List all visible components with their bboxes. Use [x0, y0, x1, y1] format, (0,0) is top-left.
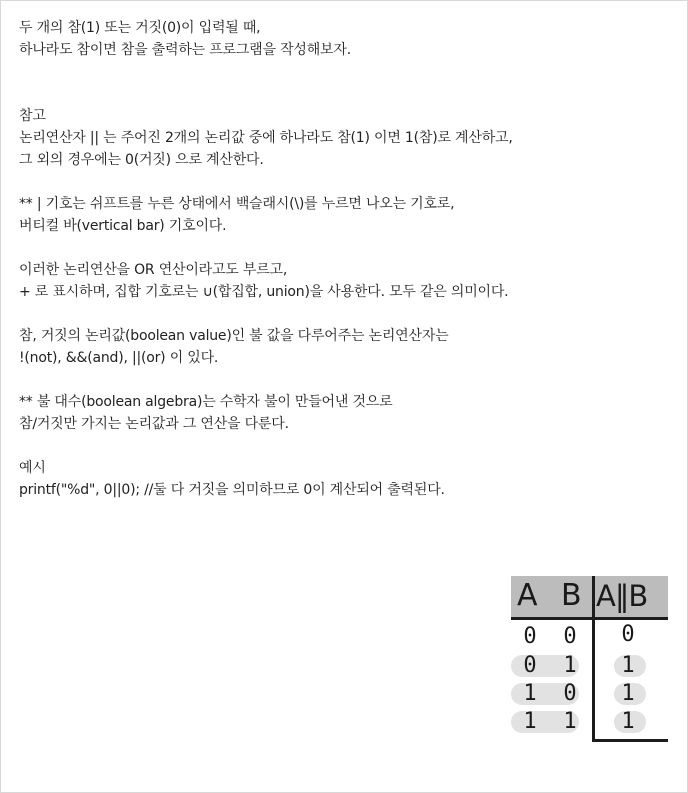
text-line: 버티컬 바(vertical bar) 기호이다.	[19, 218, 227, 234]
bottom-line	[592, 739, 668, 742]
text-line: ** | 기호는 쉬프트를 누른 상태에서 백슬래시(\)를 누르면 나오는 기호로,	[19, 196, 455, 212]
cell-b: 1	[563, 653, 577, 678]
section-heading: 예시	[19, 460, 46, 476]
cell-a: 1	[523, 709, 537, 734]
cell-a: 0	[523, 653, 537, 678]
cell-b: 0	[563, 624, 577, 649]
example-section	[19, 457, 659, 501]
reference-section	[19, 105, 659, 171]
text-line: !(not), &&(and), ||(or) 이 있다.	[19, 350, 219, 366]
or-truth-table-image	[508, 572, 670, 746]
cell-result: 1	[621, 709, 635, 734]
section-heading: 참고	[19, 108, 46, 124]
cell-b: 1	[563, 709, 577, 734]
code-example: printf("%d", 0||0); //둘 다 거짓을 의미하므로 0이 계산되어 출력된다.	[19, 482, 445, 498]
cell-b: 0	[563, 681, 577, 706]
header-a-or-b: A‖B	[596, 579, 648, 613]
cell-result: 0	[621, 622, 635, 647]
header-a: A	[517, 578, 538, 613]
text-line: 두 개의 참(1) 또는 거짓(0)이 입력될 때,	[19, 20, 261, 36]
text-line: 참, 거짓의 논리값(boolean value)인 불 값을 다루어주는 논리연산자는	[19, 328, 449, 344]
text-line: 참/거짓만 가지는 논리값과 그 연산을 다룬다.	[19, 416, 289, 432]
header-b: B	[561, 578, 582, 613]
header-divider	[511, 617, 668, 620]
cell-a: 1	[523, 681, 537, 706]
text-line: ** 불 대수(boolean algebra)는 수학자 불이 만들어낸 것으로	[19, 394, 393, 410]
or-operation-note	[19, 259, 659, 303]
text-line: 논리연산자 || 는 주어진 2개의 논리값 중에 하나라도 참(1) 이면 1(참)로 계산하고,	[19, 130, 513, 146]
problem-text	[19, 17, 659, 523]
text-line: 하나라도 참이면 참을 출력하는 프로그램을 작성해보자.	[19, 42, 351, 58]
cell-result: 1	[621, 653, 635, 678]
text-line: 그 외의 경우에는 0(거짓) 으로 계산한다.	[19, 152, 264, 168]
logical-operators-note	[19, 325, 659, 369]
vertical-bar-note	[19, 193, 659, 237]
text-line: + 로 표시하며, 집합 기호로는 ∪(합집합, union)을 사용한다. 모두 같은 의미이다.	[19, 284, 509, 300]
problem-description	[19, 17, 659, 61]
boolean-algebra-note	[19, 391, 659, 435]
cell-result: 1	[621, 681, 635, 706]
cell-a: 0	[523, 624, 537, 649]
column-divider	[592, 576, 595, 742]
text-line: 이러한 논리연산을 OR 연산이라고도 부르고,	[19, 262, 288, 278]
